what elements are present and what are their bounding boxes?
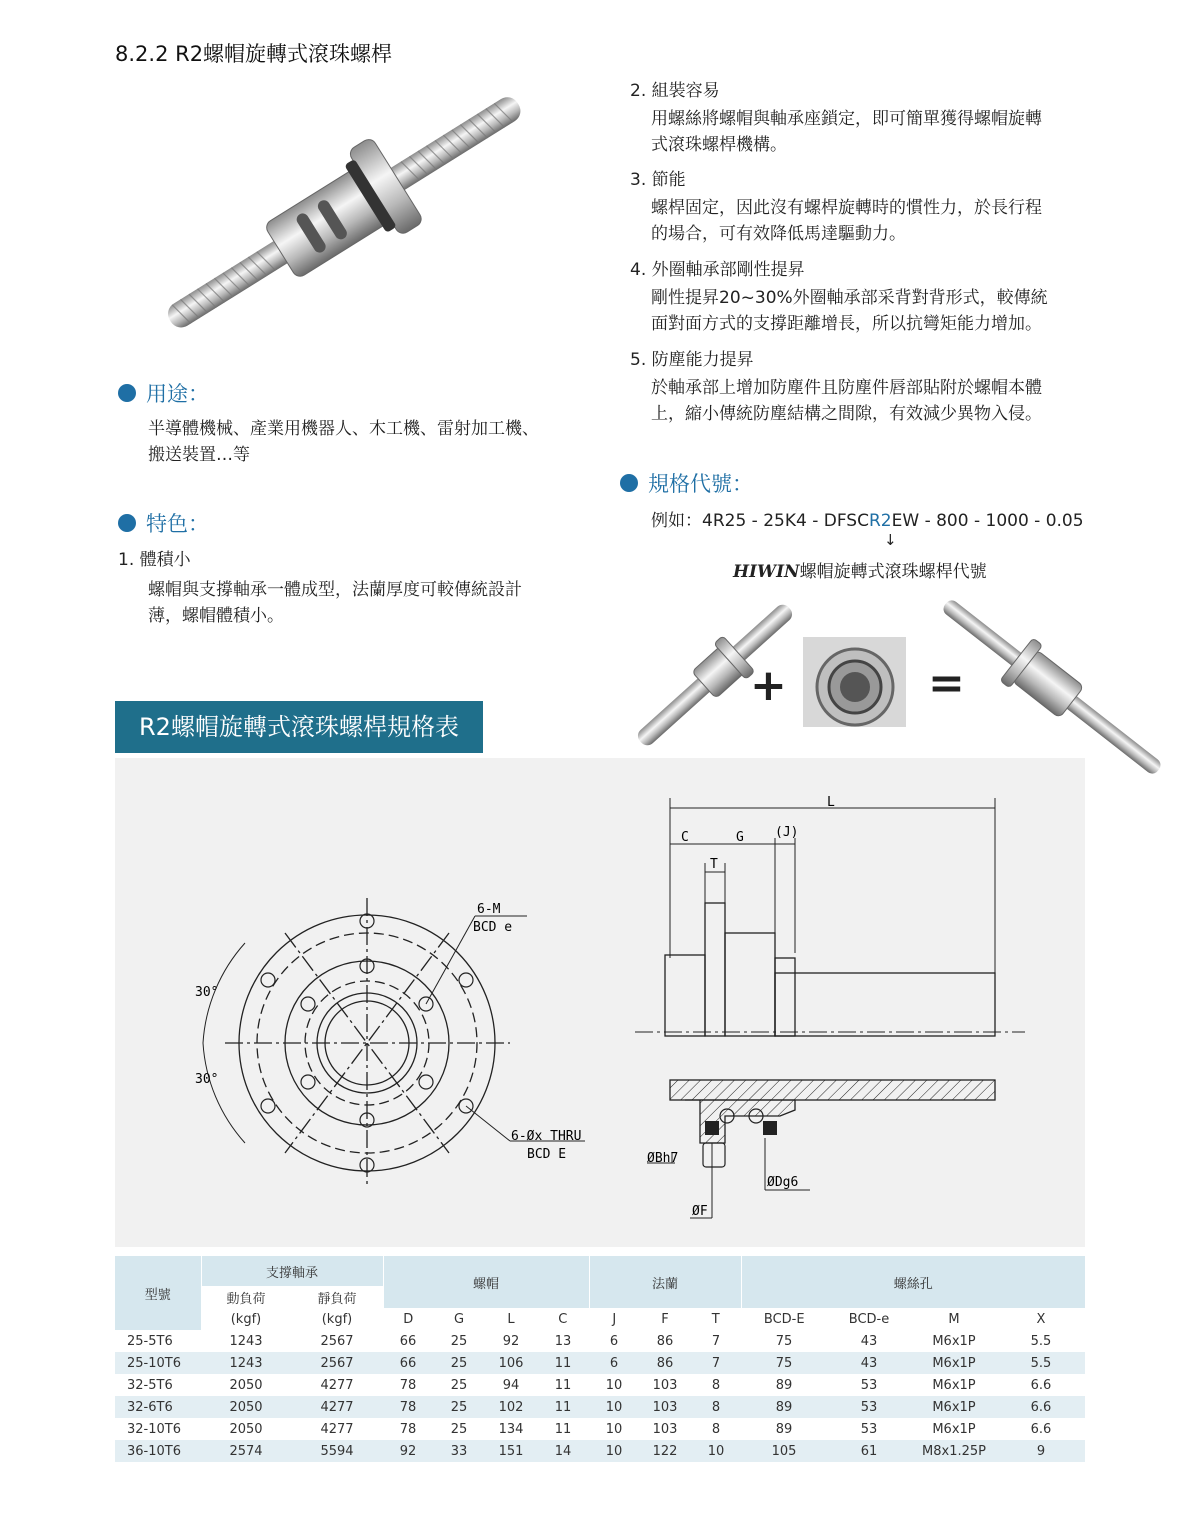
model-cell: 25-5T6 — [115, 1330, 201, 1352]
feature-line: 式滾珠螺桿機構。 — [651, 135, 787, 155]
value-cell: 8 — [691, 1418, 741, 1440]
value-cell: 2574 — [201, 1440, 291, 1462]
spec-table — [115, 1256, 1085, 1462]
header-col-D: D — [383, 1308, 433, 1330]
table-row — [115, 1330, 1085, 1352]
model-cell: 32-5T6 — [115, 1374, 201, 1396]
value-cell: 1243 — [201, 1330, 291, 1352]
value-cell: 134 — [485, 1418, 537, 1440]
table-row — [115, 1396, 1085, 1418]
value-cell: 6.6 — [997, 1418, 1085, 1440]
bullet-dot-icon — [118, 514, 136, 532]
feature-title: 3. 節能 — [630, 170, 686, 190]
feature-title: 2. 組裝容易 — [630, 81, 720, 101]
angle-label-top: 30° — [195, 985, 219, 1000]
value-cell: 103 — [639, 1418, 691, 1440]
header-col-X: X — [997, 1308, 1085, 1330]
value-cell: 25 — [433, 1396, 485, 1418]
value-cell: 1243 — [201, 1352, 291, 1374]
value-cell: 33 — [433, 1440, 485, 1462]
value-cell: 92 — [383, 1440, 433, 1462]
feature-body — [651, 106, 1042, 158]
value-cell: 11 — [537, 1374, 589, 1396]
bearing-image — [803, 637, 906, 727]
thru-hole-label: 6-Øx THRU — [511, 1129, 582, 1144]
value-cell: 10 — [589, 1418, 639, 1440]
feature-body — [148, 577, 522, 629]
value-cell: 105 — [741, 1440, 827, 1462]
value-cell: 2050 — [201, 1374, 291, 1396]
header-col-C: C — [537, 1308, 589, 1330]
dim-label-T: T — [710, 857, 718, 872]
value-cell: 10 — [589, 1440, 639, 1462]
value-cell: 86 — [639, 1352, 691, 1374]
value-cell: M6x1P — [911, 1374, 997, 1396]
value-cell: 103 — [639, 1396, 691, 1418]
brand-name: HIWIN — [733, 562, 800, 582]
header-dynamic-load: 動負荷 — [201, 1286, 291, 1308]
value-cell: 53 — [827, 1374, 911, 1396]
value-cell: 78 — [383, 1418, 433, 1440]
header-col-L: L — [485, 1308, 537, 1330]
value-cell: 66 — [383, 1330, 433, 1352]
feature-line: 剛性提昇20~30%外圈軸承部采背對背形式，較傳統 — [651, 288, 1048, 308]
value-cell: 53 — [827, 1396, 911, 1418]
feature-title: 5. 防塵能力提昇 — [630, 350, 754, 370]
ballscrew-product-image — [150, 85, 530, 345]
front-view-drawing — [115, 758, 615, 1247]
model-cell: 25-10T6 — [115, 1352, 201, 1374]
value-cell: 4277 — [291, 1396, 383, 1418]
feature-title: 1. 體積小 — [118, 550, 191, 570]
equals-icon: = — [928, 658, 965, 709]
value-cell: 94 — [485, 1374, 537, 1396]
example-code-highlight: R2 — [868, 511, 892, 531]
value-cell: 103 — [639, 1374, 691, 1396]
table-row — [115, 1374, 1085, 1396]
value-cell: 2050 — [201, 1396, 291, 1418]
value-cell: 5.5 — [997, 1330, 1085, 1352]
value-cell: 89 — [741, 1396, 827, 1418]
uses-line: 半導體機械、產業用機器人、木工機、雷射加工機、 — [148, 419, 539, 439]
value-cell: 106 — [485, 1352, 537, 1374]
dim-label-L: L — [827, 795, 835, 810]
header-nut: 螺帽 — [383, 1256, 589, 1308]
value-cell: 25 — [433, 1352, 485, 1374]
value-cell: 43 — [827, 1330, 911, 1352]
value-cell: 13 — [537, 1330, 589, 1352]
value-cell: 7 — [691, 1352, 741, 1374]
header-col-J: J — [589, 1308, 639, 1330]
value-cell: 11 — [537, 1352, 589, 1374]
uses-heading — [118, 378, 209, 408]
header-unit: (kgf) — [201, 1308, 291, 1330]
plus-icon: + — [750, 660, 787, 711]
table-row — [115, 1440, 1085, 1462]
example-code-part: EW - 800 - 1000 - 0.05 — [891, 511, 1084, 531]
ballscrew-assembled-image — [940, 600, 1165, 775]
value-cell: 86 — [639, 1330, 691, 1352]
spec-code-heading — [620, 468, 753, 498]
value-cell: M8x1.25P — [911, 1440, 997, 1462]
header-col-G: G — [433, 1308, 485, 1330]
header-col-BCD-E: BCD-E — [741, 1308, 827, 1330]
uses-line: 搬送裝置…等 — [148, 445, 250, 465]
value-cell: 6 — [589, 1352, 639, 1374]
value-cell: M6x1P — [911, 1418, 997, 1440]
feature-line: 薄，螺帽體積小。 — [148, 606, 284, 626]
tapped-hole-bcd-label: BCD e — [473, 920, 513, 935]
value-cell: 4277 — [291, 1418, 383, 1440]
feature-line: 螺帽與支撐軸承一體成型，法蘭厚度可較傳統設計 — [148, 580, 522, 600]
dim-label-F: ØF — [692, 1204, 708, 1219]
section-title: 8.2.2 R2螺帽旋轉式滾珠螺桿 — [115, 42, 393, 66]
uses-text — [148, 416, 539, 468]
feature-line: 於軸承部上增加防塵件且防塵件唇部貼附於螺帽本體 — [651, 378, 1042, 398]
model-cell: 36-10T6 — [115, 1440, 201, 1462]
spec-code-note — [733, 557, 987, 582]
uses-heading-text: 用途： — [146, 382, 209, 406]
value-cell: 6.6 — [997, 1396, 1085, 1418]
angle-label-bottom: 30° — [195, 1072, 219, 1087]
side-view-drawing — [615, 758, 1085, 1247]
value-cell: 10 — [589, 1396, 639, 1418]
header-flange: 法蘭 — [589, 1256, 741, 1308]
value-cell: M6x1P — [911, 1396, 997, 1418]
features-heading-text: 特色： — [146, 512, 209, 536]
feature-body — [651, 375, 1042, 427]
header-col-BCD-e: BCD-e — [827, 1308, 911, 1330]
table-row — [115, 1352, 1085, 1374]
feature-title: 4. 外圈軸承部剛性提昇 — [630, 260, 805, 280]
value-cell: 11 — [537, 1396, 589, 1418]
value-cell: M6x1P — [911, 1352, 997, 1374]
value-cell: 6 — [589, 1330, 639, 1352]
value-cell: 6.6 — [997, 1374, 1085, 1396]
dim-label-C: C — [681, 830, 689, 845]
header-static-load: 靜負荷 — [291, 1286, 383, 1308]
header-unit: (kgf) — [291, 1308, 383, 1330]
spec-code-example — [651, 506, 1084, 531]
value-cell: 89 — [741, 1418, 827, 1440]
value-cell: 122 — [639, 1440, 691, 1462]
value-cell: 89 — [741, 1374, 827, 1396]
value-cell: 151 — [485, 1440, 537, 1462]
spec-table-banner: R2螺帽旋轉式滾珠螺桿規格表 — [115, 701, 483, 753]
value-cell: 66 — [383, 1352, 433, 1374]
table-row — [115, 1418, 1085, 1440]
value-cell: 25 — [433, 1374, 485, 1396]
value-cell: 75 — [741, 1330, 827, 1352]
value-cell: 102 — [485, 1396, 537, 1418]
dim-label-J: (J) — [775, 825, 799, 840]
feature-line: 螺桿固定，因此沒有螺桿旋轉時的慣性力，於長行程 — [651, 198, 1042, 218]
spec-code-heading-text: 規格代號： — [648, 472, 753, 496]
dim-label-Bh7: ØBh7 — [647, 1151, 679, 1166]
model-cell: 32-6T6 — [115, 1396, 201, 1418]
header-screw-hole: 螺絲孔 — [741, 1256, 1085, 1308]
value-cell: 4277 — [291, 1374, 383, 1396]
value-cell: 8 — [691, 1374, 741, 1396]
feature-line: 用螺絲將螺帽與軸承座鎖定，即可簡單獲得螺帽旋轉 — [651, 109, 1042, 129]
feature-line: 面對面方式的支撐距離增長，所以抗彎矩能力增加。 — [651, 314, 1042, 334]
value-cell: 10 — [691, 1440, 741, 1462]
value-cell: 78 — [383, 1374, 433, 1396]
bullet-dot-icon — [620, 474, 638, 492]
header-col-T: T — [691, 1308, 741, 1330]
bullet-dot-icon — [118, 384, 136, 402]
value-cell: 43 — [827, 1352, 911, 1374]
header-support-bearing: 支撐軸承 — [201, 1256, 383, 1286]
value-cell: 92 — [485, 1330, 537, 1352]
header-col-F: F — [639, 1308, 691, 1330]
features-heading — [118, 508, 209, 538]
value-cell: 10 — [589, 1374, 639, 1396]
value-cell: 78 — [383, 1396, 433, 1418]
arrow-down-icon: ↓ — [884, 531, 897, 549]
value-cell: 25 — [433, 1418, 485, 1440]
feature-line: 的場合，可有效降低馬達驅動力。 — [651, 224, 906, 244]
dim-label-G: G — [736, 830, 744, 845]
value-cell: M6x1P — [911, 1330, 997, 1352]
dim-label-Dg6: ØDg6 — [767, 1175, 799, 1190]
model-cell: 32-10T6 — [115, 1418, 201, 1440]
value-cell: 25 — [433, 1330, 485, 1352]
feature-body — [651, 285, 1048, 337]
thru-hole-bcd-label: BCD E — [527, 1147, 567, 1162]
value-cell: 53 — [827, 1418, 911, 1440]
header-col-M: M — [911, 1308, 997, 1330]
value-cell: 9 — [997, 1440, 1085, 1462]
value-cell: 7 — [691, 1330, 741, 1352]
value-cell: 8 — [691, 1396, 741, 1418]
feature-body — [651, 195, 1042, 247]
example-code-part: 4R25 - 25K4 - DFSC — [702, 511, 869, 531]
value-cell: 14 — [537, 1440, 589, 1462]
value-cell: 2567 — [291, 1352, 383, 1374]
value-cell: 61 — [827, 1440, 911, 1462]
value-cell: 2050 — [201, 1418, 291, 1440]
example-prefix: 例如： — [651, 511, 702, 531]
note-text: 螺帽旋轉式滾珠螺桿代號 — [799, 562, 987, 582]
value-cell: 5594 — [291, 1440, 383, 1462]
feature-line: 上，縮小傳統防塵結構之間隙，有效減少異物入侵。 — [651, 404, 1042, 424]
header-model: 型號 — [115, 1256, 201, 1330]
tapped-hole-label: 6-M — [477, 902, 501, 917]
value-cell: 5.5 — [997, 1352, 1085, 1374]
value-cell: 11 — [537, 1418, 589, 1440]
value-cell: 2567 — [291, 1330, 383, 1352]
value-cell: 75 — [741, 1352, 827, 1374]
